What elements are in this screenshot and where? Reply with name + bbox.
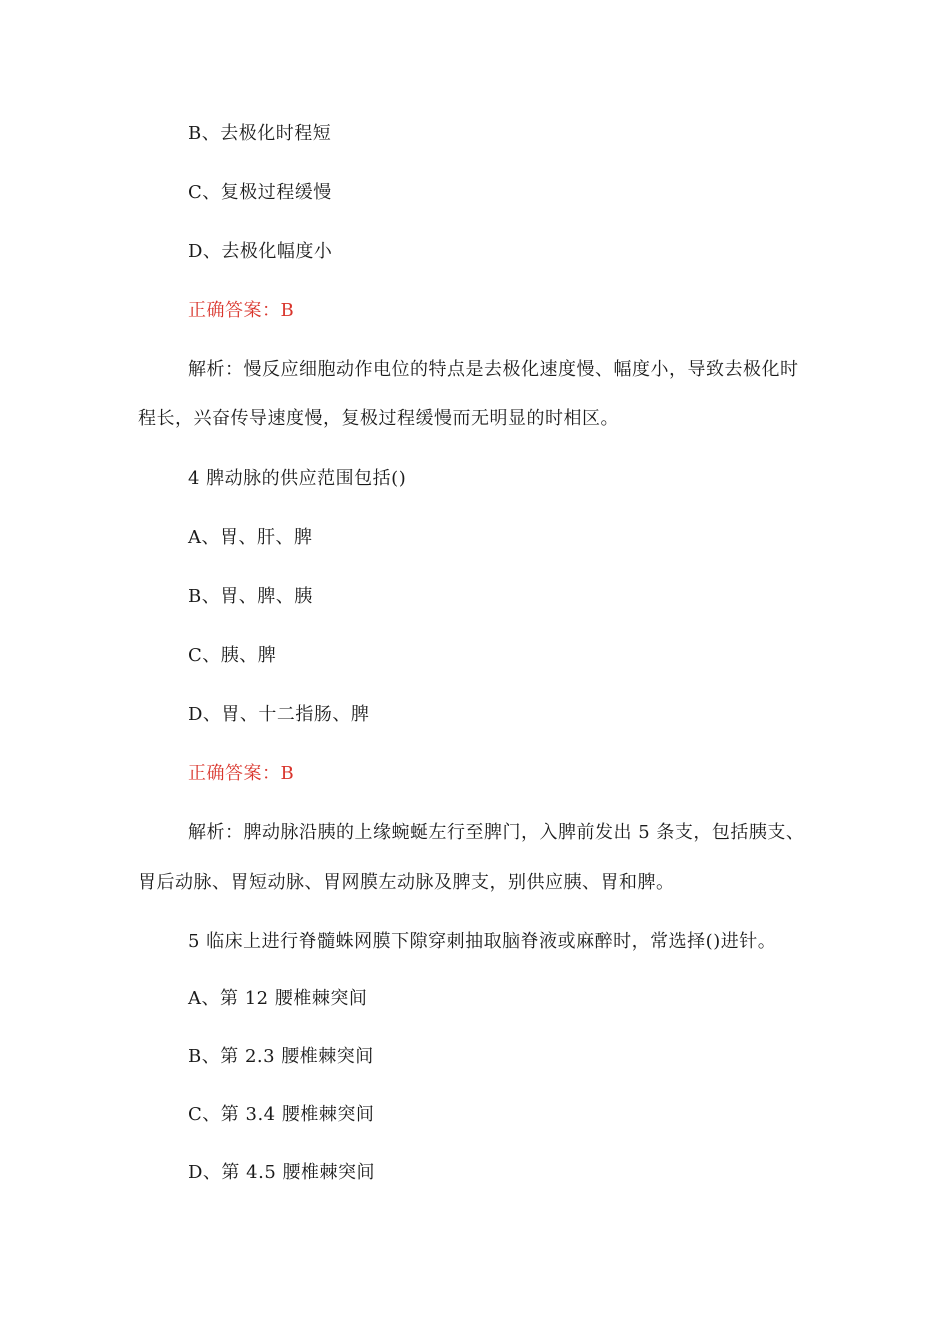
- q5-option-d: D、第 4.5 腰椎棘突间: [188, 1162, 376, 1183]
- q4-correct-answer: 正确答案：B: [188, 763, 295, 784]
- q3-option-b: B、去极化时程短: [188, 123, 332, 144]
- q3-analysis-line-1: 解析：慢反应细胞动作电位的特点是去极化速度慢、幅度小，导致去极化时: [188, 359, 799, 380]
- q4-option-b: B、胃、脾、胰: [188, 586, 313, 607]
- q5-question: 5 临床上进行脊髓蛛网膜下隙穿刺抽取脑脊液或麻醉时，常选择()进针。: [188, 931, 777, 952]
- q4-option-c: C、胰、脾: [188, 645, 277, 666]
- q5-option-b: B、第 2.3 腰椎棘突间: [188, 1046, 374, 1067]
- q3-option-c: C、复极过程缓慢: [188, 182, 332, 203]
- q5-option-a: A、第 12 腰椎棘突间: [188, 988, 368, 1009]
- q4-option-d: D、胃、十二指肠、脾: [188, 704, 370, 725]
- q5-option-c: C、第 3.4 腰椎棘突间: [188, 1104, 375, 1125]
- q4-analysis-line-2: 胃后动脉、胃短动脉、胃网膜左动脉及脾支，别供应胰、胃和脾。: [138, 872, 675, 893]
- q4-analysis-line-1: 解析：脾动脉沿胰的上缘蜿蜒左行至脾门，入脾前发出 5 条支，包括胰支、: [188, 822, 805, 843]
- q4-option-a: A、胃、肝、脾: [188, 527, 313, 548]
- q4-question: 4 脾动脉的供应范围包括(): [188, 468, 407, 489]
- q3-option-d: D、去极化幅度小: [188, 241, 333, 262]
- q3-correct-answer: 正确答案：B: [188, 300, 295, 321]
- q3-analysis-line-2: 程长，兴奋传导速度慢，复极过程缓慢而无明显的时相区。: [138, 408, 619, 429]
